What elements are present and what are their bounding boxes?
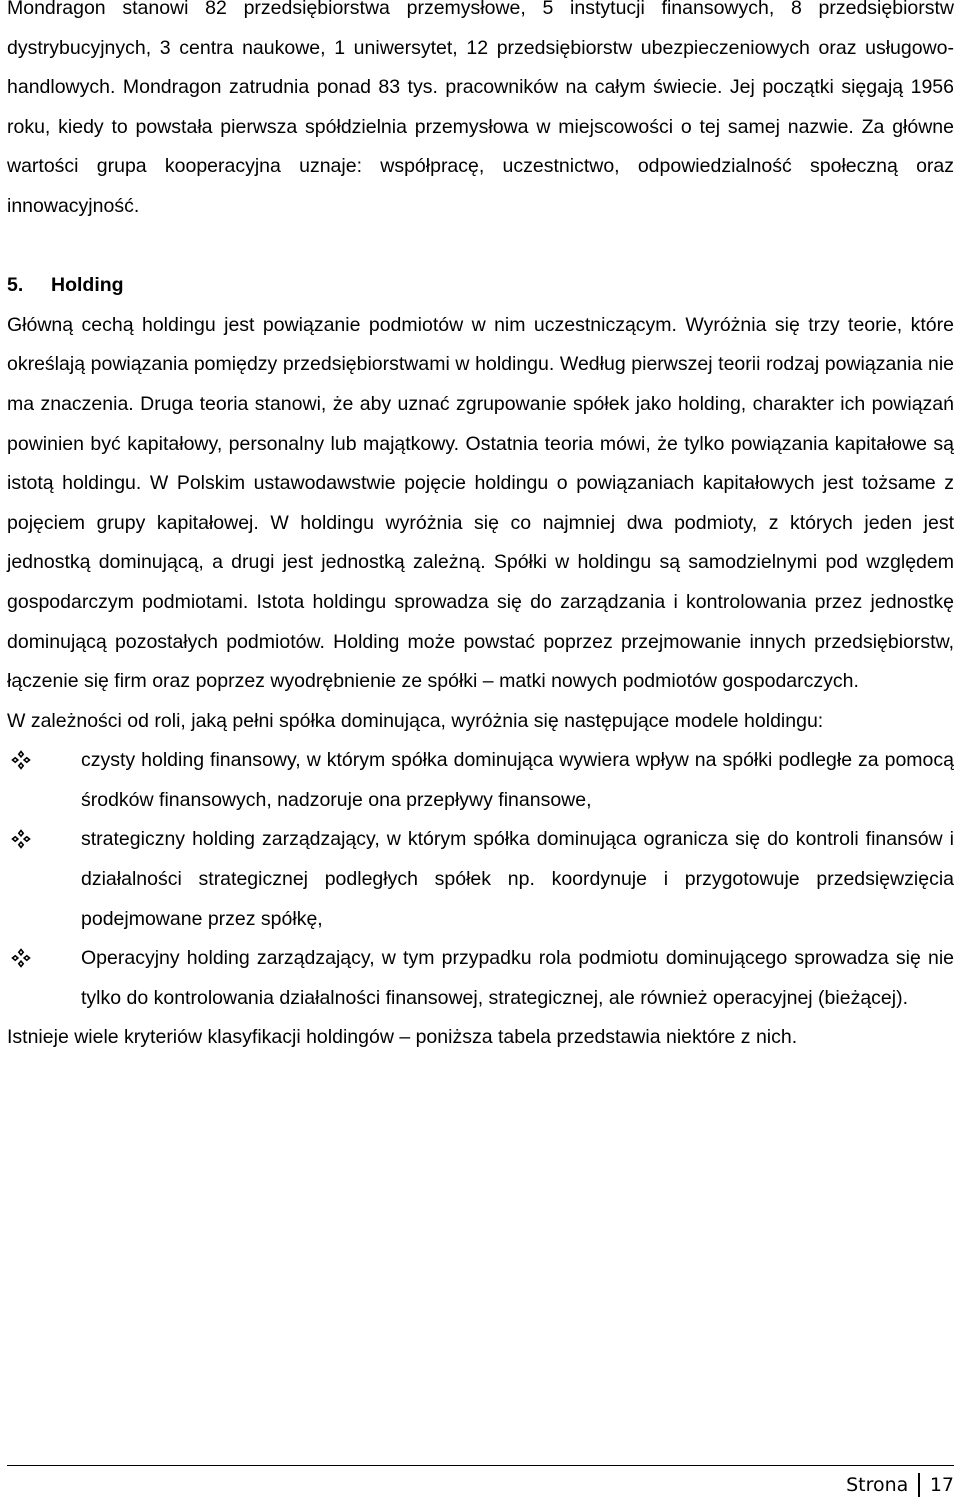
list-item — [7, 741, 954, 820]
list-item — [7, 939, 954, 1018]
closing-paragraph: Istnieje wiele kryteriów klasyfikacji holdingów – poniższa tabela przedstawia niektóre z nich. — [7, 1026, 798, 1049]
list-item-text: strategiczny holding zarządzający, w którym spółka dominująca ogranicza się do kontroli finansów i działalności strategicznej podległych spółek np. koordynuje i przygotowuje przedsięwzięcia podejmowane przez spółkę, — [81, 828, 954, 930]
page-number: 17 — [929, 1474, 954, 1496]
footer-separator — [918, 1473, 920, 1497]
section-heading — [7, 266, 954, 306]
section-title: Holding — [51, 274, 124, 297]
diamond-dots-bullet-icon — [7, 820, 35, 860]
intro-paragraph: Mondragon stanowi 82 przedsiębiorstwa przemysłowe, 5 instytucji finansowych, 8 przedsiębiorstw dystrybucyjnych, 3 centra naukowe, 1 uniwersytet, 12 przedsiębiorstw ubezpieczeniowych oraz usługowo-handlowych. Mondragon zatrudnia ponad 83 tys. pracowników na całym świecie. Jej początki sięgają 1956 roku, kiedy to powstała pierwsza spółdzielnia przemysłowa w miejscowości o tej samej nazwie. Za główne wartości grupa kooperacyjna uznaje: współpracę, uczestnictwo, odpowiedzialność społeczną oraz innowacyjność. — [7, 0, 954, 217]
holding-paragraph: Główną cechą holdingu jest powiązanie podmiotów w nim uczestniczącym. Wyróżnia się trzy teorie, które określają powiązania pomiędzy przedsiębiorstwami w holdingu. Według pierwszej teorii rodzaj powiązania nie ma znaczenia. Druga teoria stanowi, że aby uznać zgrupowanie spółek jako holding, charakter ich powiązań powinien być kapitałowy, personalny lub majątkowy. Ostatnia teoria mówi, że tylko powiązania kapitałowe są istotą holdingu. W Polskim ustawodawstwie pojęcie holdingu o powiązaniach kapitałowych jest tożsame z pojęciem grupy kapitałowej. W holdingu wyróżnia się co najmniej dwa podmioty, z których jeden jest jednostką dominującą, a drugi jest jednostką zależną. Spółki w holdingu są samodzielnymi pod względem gospodarczym podmiotami. Istota holdingu sprowadza się do zarządzania i kontrolowania przez jednostkę dominującą pozostałych podmiotów. Holding może powstać poprzez przejmowanie innych przedsiębiorstw, łączenie się firm oraz poprzez wyodrębnienie ze spółki – matki nowych podmiotów gospodarczych. — [7, 313, 954, 693]
diamond-dots-bullet-icon — [7, 741, 35, 781]
page-content — [7, 0, 954, 1058]
holding-models-list — [7, 741, 954, 1018]
footer-divider — [7, 1465, 954, 1466]
list-item-text: Operacyjny holding zarządzający, w tym przypadku rola podmiotu dominującego sprowadza się nie tylko do kontrolowania działalności finansowej, strategicznej, ale również operacyjnej (bieżącej). — [81, 947, 954, 1009]
footer-label: Strona — [846, 1474, 909, 1496]
diamond-dots-bullet-icon — [7, 939, 35, 979]
page-footer — [846, 1472, 954, 1498]
models-intro-paragraph: W zależności od roli, jaką pełni spółka dominująca, wyróżnia się następujące modele holdingu: — [7, 709, 824, 732]
list-item-text: czysty holding finansowy, w którym spółka dominująca wywiera wpływ na spółki podległe za pomocą środków finansowych, nadzoruje ona przepływy finansowe, — [81, 749, 954, 811]
list-item — [7, 820, 954, 939]
section-number: 5. — [7, 274, 24, 297]
